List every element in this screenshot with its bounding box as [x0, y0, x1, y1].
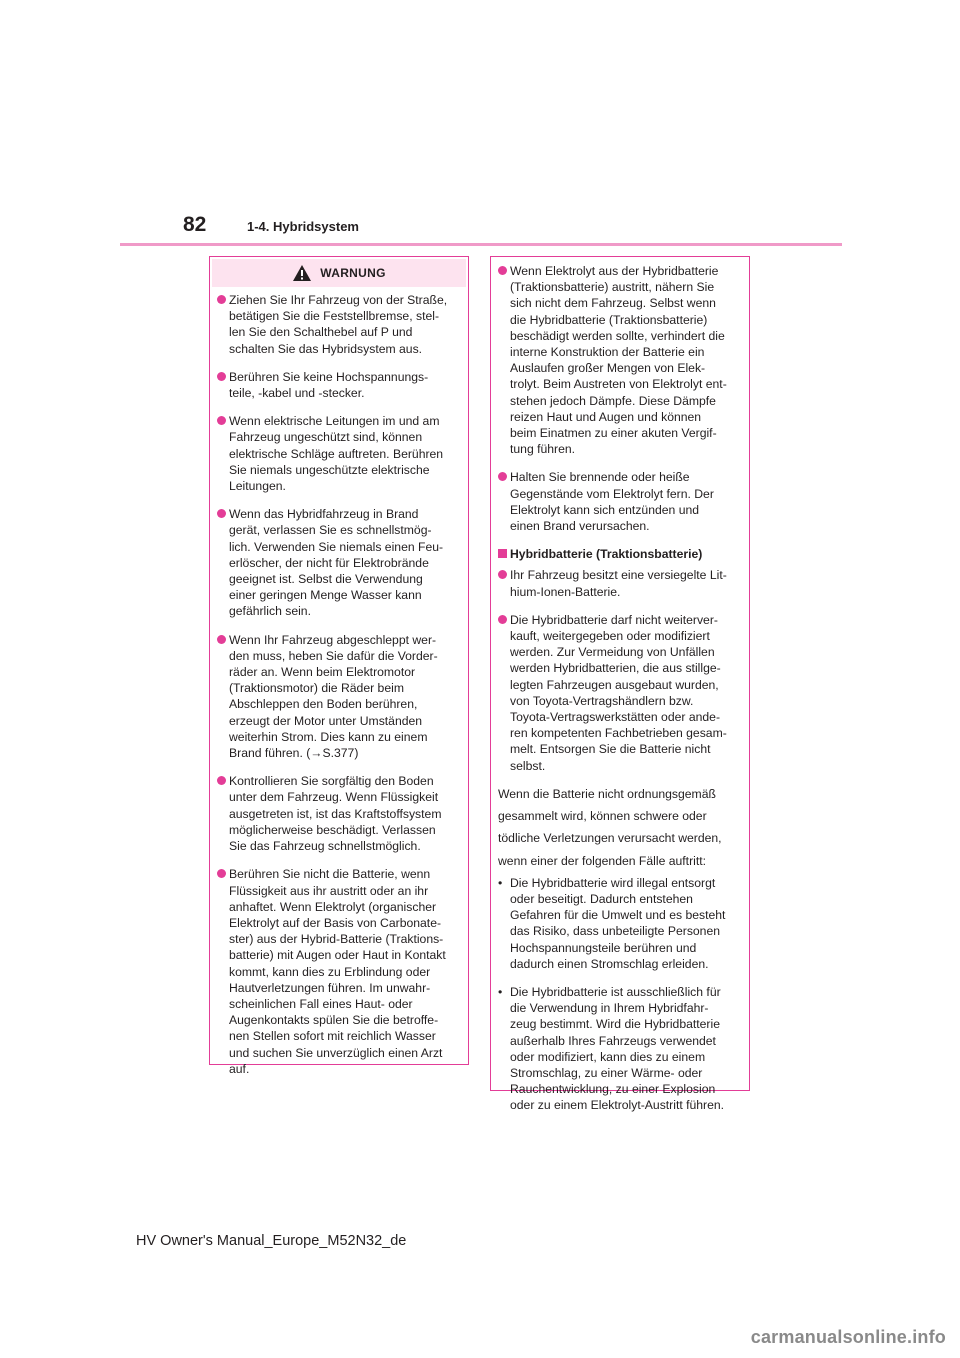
- text-line: Hochspannungsteile berühren und: [510, 940, 697, 955]
- text-line: oder beseitigt. Dadurch entstehen: [510, 891, 693, 906]
- text-line: Die Hybridbatterie darf nicht weiterver-: [510, 612, 718, 627]
- text-line: Berühren Sie nicht die Batterie, wenn: [229, 867, 431, 882]
- sub-item-list: [498, 875, 743, 1114]
- text-line: Ihr Fahrzeug besitzt eine versiegelte Lit-: [510, 568, 727, 583]
- bullet-dot-icon: [498, 570, 507, 579]
- bullet-dot-icon: [217, 295, 226, 304]
- text-line: Toyota-Vertragswerkstätten oder ande-: [510, 710, 721, 725]
- text-line: kommt, kann dies zu Erblindung oder: [229, 964, 431, 979]
- header-divider: [120, 243, 842, 246]
- subheading: [498, 546, 743, 562]
- sub-list-item: [498, 984, 743, 1114]
- continued-content: [491, 257, 749, 1132]
- text-line: trolyt. Beim Austreten von Elektrolyt ent-: [510, 377, 727, 392]
- text-line: batterie) mit Augen oder Haut in Kontakt: [229, 948, 446, 963]
- text-line: ausgetreten ist, ist das Kraftstoffsystem: [229, 806, 442, 821]
- bullet-dot-icon: [217, 372, 226, 381]
- text-line: Berühren Sie keine Hochspannungs-: [229, 369, 429, 384]
- text-line: Leitungen.: [229, 479, 286, 494]
- text-line: kauft, weitergegeben oder modifiziert: [510, 629, 710, 644]
- text-line: die Verwendung in Ihrem Hybridfahr-: [510, 1001, 709, 1016]
- text-line: erlöscher, der nicht für Elektrobrände: [229, 555, 429, 570]
- text-line: zeug bestimmt. Wird die Hybridbatterie: [510, 1017, 720, 1032]
- text-line: melt. Entsorgen Sie die Batterie nicht: [510, 742, 711, 757]
- text-line: Die Hybridbatterie ist ausschließlich für: [510, 984, 721, 999]
- text-line: werden. Zur Vermeidung von Unfällen: [510, 645, 715, 660]
- watermark: carmanualsonline.info: [750, 1327, 946, 1347]
- list-item: [498, 567, 743, 599]
- text-line: oder zu einem Elektrolyt-Austritt führen.: [510, 1098, 725, 1113]
- sub-bullet-marker: •: [498, 875, 503, 890]
- text-line: außerhalb Ihres Fahrzeugs verwendet: [510, 1033, 716, 1048]
- text-line: Fahrzeug ungeschützt sind, können: [229, 430, 423, 445]
- list-item: [217, 506, 462, 619]
- text-line: den muss, heben Sie dafür die Vorder-: [229, 648, 438, 663]
- text-line: betätigen Sie die Feststellbremse, stel-: [229, 309, 439, 324]
- text-line: tung führen.: [510, 442, 576, 457]
- text-line: Abschleppen den Boden berühren,: [229, 697, 418, 712]
- text-line: weiterhin Strom. Dies kann zu einem: [229, 729, 428, 744]
- text-line: Sie das Fahrzeug schnellstmöglich.: [229, 839, 421, 854]
- text-line: räder an. Wenn beim Elektromotor: [229, 665, 416, 680]
- text-line: reizen Haut und Augen und können: [510, 409, 702, 424]
- bullet-dot-icon: [217, 776, 226, 785]
- list-item: [217, 773, 462, 854]
- text-line: (Traktionsmotor) die Räder beim: [229, 681, 404, 696]
- text-line: Augenkontakts spülen Sie die betroffe-: [229, 1013, 439, 1028]
- list-item: [498, 263, 743, 457]
- text-line: lich. Verwenden Sie niemals einen Feu-: [229, 539, 444, 554]
- text-line: einer geringen Menge Wasser kann: [229, 588, 422, 603]
- text-line: gerät, verlassen Sie es schnellstmög-: [229, 523, 432, 538]
- paragraph-line: tödliche Verletzungen verursacht werden,: [498, 831, 722, 846]
- paragraph-line: Wenn die Batterie nicht ordnungsgemäß: [498, 786, 716, 801]
- warning-box: [209, 256, 469, 1076]
- text-line: möglicherweise beschädigt. Verlassen: [229, 822, 436, 837]
- list-item: [498, 612, 743, 774]
- text-line: elektrische Schläge auftreten. Berühren: [229, 446, 444, 461]
- bullet-dot-icon: [498, 266, 507, 275]
- text-line: Elektrolyt auf der Basis von Carbonate-: [229, 915, 442, 930]
- bullet-dot-icon: [498, 472, 507, 481]
- text-line: ster) aus der Hybrid-Batterie (Traktions-: [229, 932, 444, 947]
- text-line: Elektrolyt kann sich entzünden und: [510, 502, 700, 517]
- text-line: Wenn Ihr Fahrzeug abgeschleppt wer-: [229, 632, 437, 647]
- text-line: scheinlichen Fall eines Haut- oder: [229, 996, 413, 1011]
- text-line: ren kompetenten Fachbetrieben gesam-: [510, 726, 727, 741]
- footer-text: HV Owner's Manual_Europe_M52N32_de: [136, 1233, 407, 1249]
- text-line: Rauchentwicklung, zu einer Explosion: [510, 1082, 716, 1097]
- text-line: Hautverletzungen führen. Im unwahr-: [229, 980, 431, 995]
- bullet-dot-icon: [217, 869, 226, 878]
- text-line: interne Konstruktion der Batterie ein: [510, 345, 705, 360]
- paragraph-line: wenn einer der folgenden Fälle auftritt:: [498, 853, 706, 868]
- text-line: selbst.: [510, 758, 546, 773]
- text-line: unter dem Fahrzeug. Wenn Flüssigkeit: [229, 790, 439, 805]
- text-line: nen Stellen sofort mit reichlich Wasser: [229, 1029, 436, 1044]
- right-item-list-2: [498, 567, 743, 773]
- text-line: Flüssigkeit aus ihr austritt oder an ihr: [229, 883, 429, 898]
- page-number: 82: [183, 213, 207, 236]
- text-line: von Toyota-Vertragshändlern bzw.: [510, 693, 694, 708]
- list-item: [498, 469, 743, 534]
- text-line: len Sie den Schalthebel auf P und: [229, 325, 413, 340]
- right-item-list: [498, 263, 743, 534]
- text-line: stehen jedoch Dämpfe. Diese Dämpfe: [510, 393, 716, 408]
- warning-label: WARNUNG: [320, 266, 386, 280]
- text-line: Kontrollieren Sie sorgfältig den Boden: [229, 774, 434, 789]
- text-line: Auslaufen großer Mengen von Elek-: [510, 361, 706, 376]
- text-line: hium-Ionen-Batterie.: [510, 584, 621, 599]
- list-item: [217, 292, 462, 357]
- paragraph-line: gesammelt wird, können schwere oder: [498, 809, 707, 824]
- section-title: 1-4. Hybridsystem: [247, 219, 359, 234]
- subheading-text: Hybridbatterie (Traktionsbatterie): [510, 547, 703, 562]
- warning-header: [212, 259, 466, 287]
- bullet-dot-icon: [498, 615, 507, 624]
- sub-list-item: [498, 875, 743, 972]
- text-line: beim Einatmen zu einer akuten Vergif-: [510, 426, 717, 441]
- text-line: Wenn Elektrolyt aus der Hybridbatterie: [510, 264, 719, 278]
- list-item: [217, 632, 462, 762]
- text-line: Wenn elektrische Leitungen im und am: [229, 414, 440, 429]
- text-line: beschädigt werden sollte, verhindert die: [510, 328, 725, 343]
- text-line: legten Fahrzeugen ausgebaut wurden,: [510, 677, 719, 692]
- text-line: oder modifiziert, kann dies zu einem: [510, 1049, 706, 1064]
- text-line: geeignet ist. Selbst die Verwendung: [229, 572, 423, 587]
- text-line: Gegenstände vom Elektrolyt fern. Der: [510, 486, 714, 501]
- warning-list: [210, 289, 468, 1095]
- text-line: Gefahren für die Umwelt und es besteht: [510, 908, 726, 923]
- continued-box: [490, 256, 750, 1113]
- bullet-dot-icon: [217, 416, 226, 425]
- list-item: [217, 866, 462, 1077]
- text-line: Wenn das Hybridfahrzeug in Brand: [229, 507, 419, 522]
- warning-triangle-icon: [292, 264, 312, 282]
- text-line: und suchen Sie unverzüglich einen Arzt: [229, 1045, 443, 1060]
- text-line: das Risiko, dass unbeteiligte Personen: [510, 924, 721, 939]
- text-line: anhaftet. Wenn Elektrolyt (organischer: [229, 899, 437, 914]
- text-line: dadurch einen Stromschlag erleiden.: [510, 956, 709, 971]
- text-line: (Traktionsbatterie) austritt, nähern Sie: [510, 280, 715, 295]
- text-line: Brand führen. (→S.377): [229, 746, 359, 761]
- text-line: die Hybridbatterie (Traktionsbatterie): [510, 312, 708, 327]
- sub-bullet-marker: •: [498, 984, 503, 999]
- bullet-dot-icon: [217, 509, 226, 518]
- list-item: [217, 413, 462, 494]
- text-line: gefährlich sein.: [229, 604, 311, 619]
- text-line: Sie niemals ungeschützte elektrische: [229, 462, 430, 477]
- text-line: Ziehen Sie Ihr Fahrzeug von der Straße,: [229, 293, 448, 307]
- text-line: werden Hybridbatterien, die aus stillge-: [510, 661, 721, 676]
- text-line: Die Hybridbatterie wird illegal entsorgt: [510, 875, 716, 890]
- square-bullet-icon: [498, 549, 507, 558]
- text-line: auf.: [229, 1061, 250, 1076]
- text-line: Halten Sie brennende oder heiße: [510, 470, 690, 485]
- text-line: teile, -kabel und -stecker.: [229, 386, 365, 401]
- paragraph: [498, 786, 743, 869]
- text-line: einen Brand verursachen.: [510, 519, 650, 534]
- text-line: schalten Sie das Hybridsystem aus.: [229, 341, 423, 356]
- text-line: erzeugt der Motor unter Umständen: [229, 713, 423, 728]
- list-item: [217, 369, 462, 401]
- text-line: Stromschlag, zu einer Wärme- oder: [510, 1065, 703, 1080]
- bullet-dot-icon: [217, 635, 226, 644]
- text-line: sich nicht dem Fahrzeug. Selbst wenn: [510, 296, 716, 311]
